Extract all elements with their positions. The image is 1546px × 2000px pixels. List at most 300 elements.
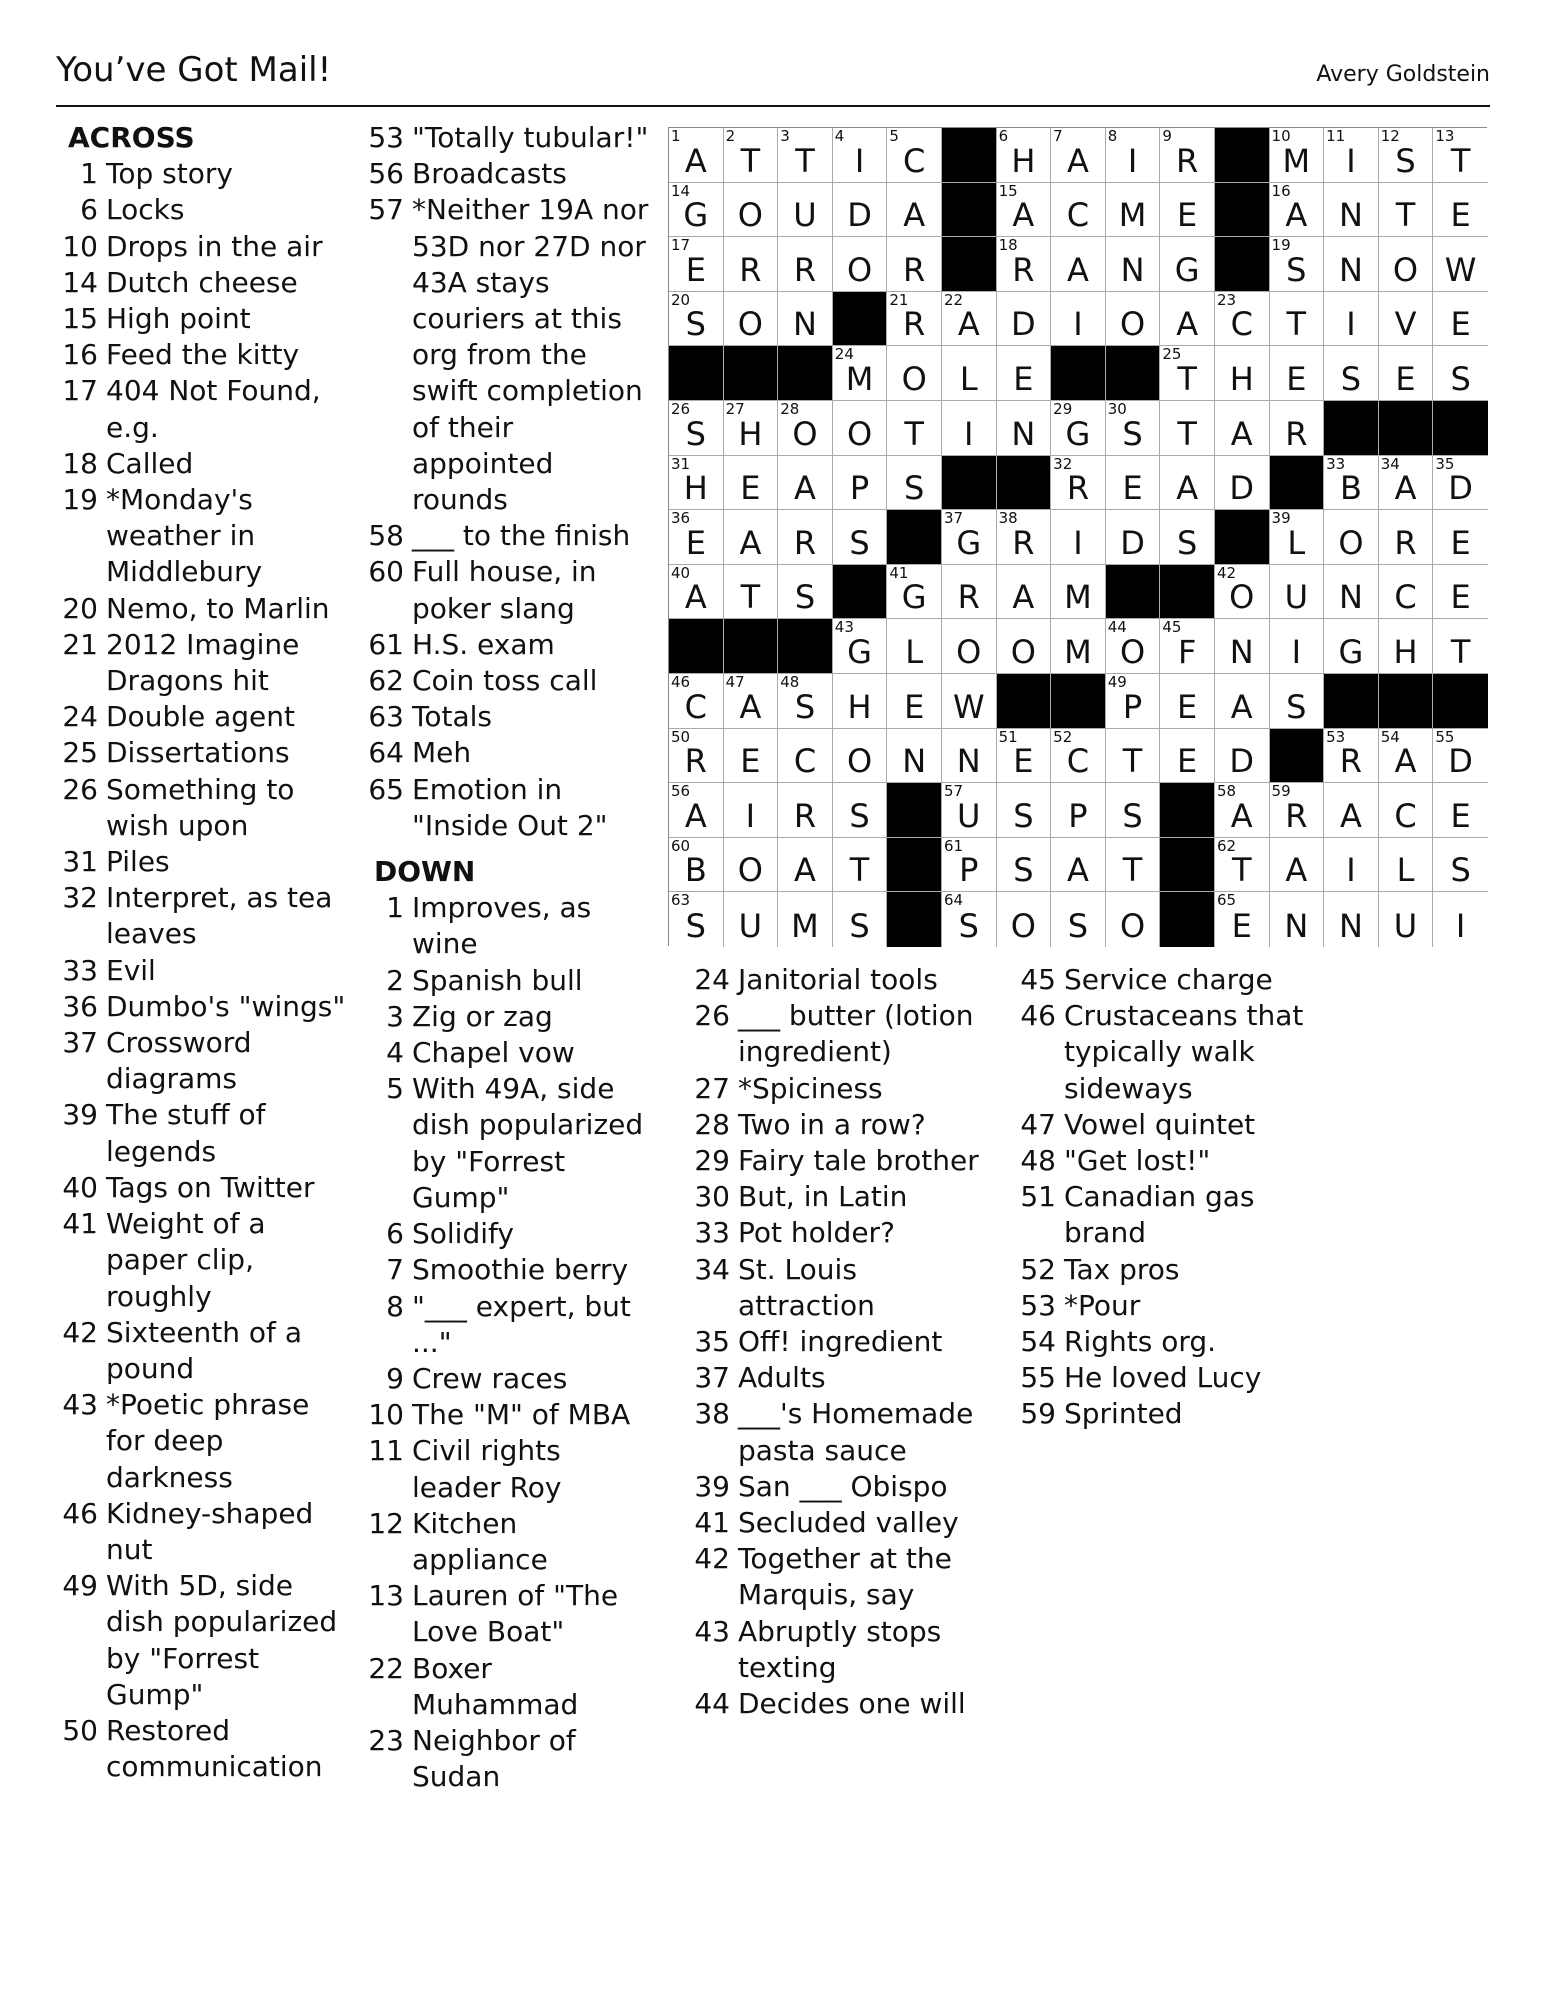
grid-cell[interactable] [1433, 729, 1488, 784]
clue-item[interactable] [56, 482, 346, 591]
grid-cell[interactable] [1215, 892, 1270, 947]
grid-cell[interactable] [1160, 292, 1215, 347]
grid-cell[interactable] [942, 565, 997, 620]
clue-item[interactable] [688, 1252, 988, 1324]
grid-cell[interactable] [833, 838, 888, 893]
clue-item[interactable] [688, 1541, 988, 1613]
grid-cell[interactable] [1106, 729, 1161, 784]
grid-cell[interactable] [833, 346, 888, 401]
cell-letter: A [1067, 250, 1089, 289]
clue-item[interactable] [56, 1713, 346, 1785]
clue-item[interactable] [1014, 1107, 1314, 1143]
grid-cell[interactable] [669, 510, 724, 565]
clue-item[interactable] [56, 1170, 346, 1206]
grid-cell[interactable] [669, 183, 724, 238]
grid-cell[interactable] [1433, 128, 1488, 183]
grid-cell[interactable] [1270, 510, 1325, 565]
grid-cell[interactable] [1160, 619, 1215, 674]
grid-cell[interactable] [724, 292, 779, 347]
clue-item[interactable] [688, 1469, 988, 1505]
grid-cell[interactable] [1433, 783, 1488, 838]
grid-cell[interactable] [1270, 183, 1325, 238]
cell-letter: O [1119, 906, 1146, 945]
grid-cell[interactable] [997, 729, 1052, 784]
grid-cell[interactable] [887, 292, 942, 347]
grid-cell[interactable] [1160, 674, 1215, 729]
grid-cell[interactable] [778, 401, 833, 456]
grid-cell[interactable] [1051, 237, 1106, 292]
grid-cell[interactable] [669, 401, 724, 456]
cell-letter: A [1176, 305, 1199, 344]
grid-cell[interactable] [997, 401, 1052, 456]
grid-cell[interactable] [887, 346, 942, 401]
grid-cell[interactable] [1270, 619, 1325, 674]
clue-item[interactable] [362, 1035, 654, 1071]
grid-cell[interactable] [1160, 729, 1215, 784]
grid-cell[interactable] [1379, 292, 1434, 347]
grid-cell[interactable] [778, 183, 833, 238]
grid-cell[interactable] [997, 565, 1052, 620]
grid-cell[interactable] [1379, 619, 1434, 674]
grid-cell[interactable] [1270, 237, 1325, 292]
grid-cell[interactable] [1051, 183, 1106, 238]
grid-cell[interactable] [942, 892, 997, 947]
grid-cell[interactable] [1215, 729, 1270, 784]
grid-cell[interactable] [724, 183, 779, 238]
grid-cell[interactable] [1324, 619, 1379, 674]
grid-cell[interactable] [1215, 292, 1270, 347]
clue-item[interactable] [362, 663, 654, 699]
clue-item[interactable] [688, 1107, 988, 1143]
grid-cell[interactable] [887, 619, 942, 674]
clue-item[interactable] [362, 1216, 654, 1252]
grid-cell[interactable] [997, 237, 1052, 292]
clue-item[interactable] [362, 735, 654, 771]
grid-cell[interactable] [778, 456, 833, 511]
grid-cell[interactable] [1379, 183, 1434, 238]
grid-cell[interactable] [669, 237, 724, 292]
grid-cell[interactable] [724, 456, 779, 511]
grid-cell[interactable] [997, 783, 1052, 838]
clue-item[interactable] [362, 1071, 654, 1216]
grid-cell[interactable] [778, 565, 833, 620]
grid-cell[interactable] [1160, 510, 1215, 565]
grid-cell[interactable] [1106, 456, 1161, 511]
grid-cell[interactable] [1106, 510, 1161, 565]
grid-cell[interactable] [997, 619, 1052, 674]
clue-item[interactable] [688, 1614, 988, 1686]
clue-number: 30 [694, 1180, 730, 1214]
grid-cell[interactable] [1270, 128, 1325, 183]
grid-cell[interactable] [942, 401, 997, 456]
grid-cell[interactable] [1270, 783, 1325, 838]
grid-cell[interactable] [1106, 892, 1161, 947]
grid-cell[interactable] [778, 892, 833, 947]
grid-cell[interactable] [833, 783, 888, 838]
clue-item[interactable] [1014, 1324, 1314, 1360]
cell-number: 32 [1053, 454, 1073, 473]
grid-cell[interactable] [1270, 346, 1325, 401]
grid-cell[interactable] [1106, 128, 1161, 183]
grid-cell[interactable] [1379, 456, 1434, 511]
grid-cell[interactable] [1215, 674, 1270, 729]
clue-item[interactable] [56, 989, 346, 1025]
grid-cell[interactable] [833, 729, 888, 784]
grid-cell[interactable] [1215, 838, 1270, 893]
grid-cell[interactable] [724, 128, 779, 183]
grid-cell[interactable] [1270, 892, 1325, 947]
clue-item[interactable] [56, 591, 346, 627]
black-square [833, 565, 888, 620]
grid-cell[interactable] [778, 237, 833, 292]
clue-item[interactable] [362, 1361, 654, 1397]
cell-letter: O [1392, 250, 1419, 289]
clue-item[interactable] [56, 1097, 346, 1169]
black-square [669, 619, 724, 674]
grid-cell[interactable] [887, 237, 942, 292]
clue-item[interactable] [56, 373, 346, 445]
grid-cell[interactable] [1379, 838, 1434, 893]
clue-item[interactable] [688, 1396, 988, 1468]
cell-letter: A [1230, 687, 1253, 726]
clue-number: 9 [386, 1361, 404, 1395]
grid-cell[interactable] [1051, 510, 1106, 565]
clue-item[interactable] [1014, 1252, 1314, 1288]
clue-item[interactable] [688, 1505, 988, 1541]
grid-cell[interactable] [669, 892, 724, 947]
clue-number: 2 [386, 963, 404, 997]
clue-item[interactable] [362, 1506, 654, 1578]
clue-item[interactable] [362, 1289, 654, 1361]
grid-cell[interactable] [887, 456, 942, 511]
grid-cell[interactable] [1160, 346, 1215, 401]
clue-item[interactable] [1014, 1288, 1314, 1324]
grid-cell[interactable] [1324, 783, 1379, 838]
grid-cell[interactable] [1324, 346, 1379, 401]
grid-cell[interactable] [1215, 401, 1270, 456]
grid-cell[interactable] [1106, 183, 1161, 238]
clue-item[interactable] [56, 880, 346, 952]
grid-cell[interactable] [1324, 729, 1379, 784]
clue-item[interactable] [688, 1143, 988, 1179]
clue-item[interactable] [362, 192, 654, 518]
cell-letter: A [1339, 796, 1362, 835]
grid-cell[interactable] [1215, 783, 1270, 838]
clue-item[interactable] [362, 699, 654, 735]
clue-item[interactable] [688, 1324, 988, 1360]
clue-item[interactable] [56, 1025, 346, 1097]
grid-cell[interactable] [1379, 128, 1434, 183]
grid-cell[interactable] [833, 510, 888, 565]
grid-cell[interactable] [1106, 237, 1161, 292]
grid-cell[interactable] [833, 183, 888, 238]
grid-cell[interactable] [833, 619, 888, 674]
grid-cell[interactable] [887, 183, 942, 238]
grid-cell[interactable] [1160, 456, 1215, 511]
grid-cell[interactable] [1270, 565, 1325, 620]
clue-item[interactable] [56, 1568, 346, 1713]
grid-cell[interactable] [1160, 183, 1215, 238]
grid-cell[interactable] [1051, 729, 1106, 784]
clue-item[interactable] [56, 265, 346, 301]
grid-cell[interactable] [778, 128, 833, 183]
clue-text: 2012 Imagine Dragons hit [106, 627, 300, 698]
grid-cell[interactable] [1051, 619, 1106, 674]
grid-cell[interactable] [1433, 565, 1488, 620]
clue-item[interactable] [362, 1723, 654, 1795]
grid-cell[interactable] [1433, 292, 1488, 347]
grid-cell[interactable] [833, 401, 888, 456]
grid-cell[interactable] [1379, 729, 1434, 784]
cell-letter: I [1346, 305, 1356, 344]
clue-number: 46 [62, 1496, 98, 1530]
clue-item[interactable] [688, 1215, 988, 1251]
clue-item[interactable] [1014, 1396, 1314, 1432]
grid-cell[interactable] [942, 783, 997, 838]
clue-item[interactable] [362, 772, 654, 844]
grid-cell[interactable] [997, 510, 1052, 565]
clue-item[interactable] [56, 156, 346, 192]
grid-cell[interactable] [778, 729, 833, 784]
cell-letter: A [1285, 851, 1308, 890]
grid-cell[interactable] [669, 565, 724, 620]
grid-cell[interactable] [1379, 892, 1434, 947]
black-square [1379, 674, 1434, 729]
clue-item[interactable] [56, 699, 346, 735]
grid-cell[interactable] [833, 237, 888, 292]
grid-cell[interactable] [1215, 346, 1270, 401]
cell-number: 31 [671, 454, 691, 473]
grid-cell[interactable] [1379, 783, 1434, 838]
grid-cell[interactable] [1270, 674, 1325, 729]
grid-cell[interactable] [778, 783, 833, 838]
grid-cell[interactable] [1106, 401, 1161, 456]
grid-cell[interactable] [997, 128, 1052, 183]
grid-cell[interactable] [1324, 292, 1379, 347]
grid-cell[interactable] [669, 456, 724, 511]
clue-item[interactable] [362, 518, 654, 554]
clue-item[interactable] [56, 953, 346, 989]
grid-cell[interactable] [724, 237, 779, 292]
grid-cell[interactable] [887, 729, 942, 784]
grid-cell[interactable] [1324, 510, 1379, 565]
grid-cell[interactable] [724, 510, 779, 565]
grid-cell[interactable] [1433, 510, 1488, 565]
grid-cell[interactable] [833, 128, 888, 183]
grid-cell[interactable] [942, 838, 997, 893]
grid-cell[interactable] [833, 892, 888, 947]
grid-cell[interactable] [1433, 183, 1488, 238]
grid-cell[interactable] [724, 783, 779, 838]
grid-cell[interactable] [669, 674, 724, 729]
clue-item[interactable] [688, 962, 988, 998]
cell-letter: M [1282, 141, 1311, 180]
clue-item[interactable] [56, 1496, 346, 1568]
clue-item[interactable] [56, 192, 346, 228]
grid-cell[interactable] [887, 401, 942, 456]
cell-letter: A [684, 796, 707, 835]
grid-cell[interactable] [778, 838, 833, 893]
clue-item[interactable] [362, 963, 654, 999]
grid-cell[interactable] [1270, 401, 1325, 456]
grid-cell[interactable] [778, 510, 833, 565]
clue-item[interactable] [362, 554, 654, 626]
grid-cell[interactable] [1324, 456, 1379, 511]
grid-cell[interactable] [778, 674, 833, 729]
grid-cell[interactable] [887, 674, 942, 729]
grid-cell[interactable] [1051, 892, 1106, 947]
clue-item[interactable] [1014, 1179, 1314, 1251]
grid-cell[interactable] [997, 346, 1052, 401]
cell-number: 43 [834, 618, 854, 637]
cell-letter: E [1450, 305, 1471, 344]
grid-cell[interactable] [1270, 292, 1325, 347]
grid-cell[interactable] [942, 346, 997, 401]
grid-cell[interactable] [1051, 128, 1106, 183]
clue-text: Feed the kitty [106, 338, 300, 372]
grid-cell[interactable] [1215, 456, 1270, 511]
cell-letter: U [738, 906, 763, 945]
grid-cell[interactable] [1433, 346, 1488, 401]
grid-cell[interactable] [1051, 292, 1106, 347]
grid-cell[interactable] [1051, 456, 1106, 511]
grid-cell[interactable] [1215, 565, 1270, 620]
clue-item[interactable] [362, 1252, 654, 1288]
clue-item[interactable] [362, 1651, 654, 1723]
clue-item[interactable] [688, 1071, 988, 1107]
grid-cell[interactable] [1433, 838, 1488, 893]
grid-cell[interactable] [1433, 456, 1488, 511]
clue-text: Full house, in poker slang [412, 555, 597, 625]
grid-cell[interactable] [1215, 619, 1270, 674]
clue-item[interactable] [688, 1179, 988, 1215]
cell-number: 1 [671, 127, 681, 145]
grid-cell[interactable] [724, 838, 779, 893]
grid-cell[interactable] [1433, 619, 1488, 674]
grid-cell[interactable] [1324, 565, 1379, 620]
grid-cell[interactable] [724, 565, 779, 620]
grid-cell[interactable] [1324, 128, 1379, 183]
clue-item[interactable] [362, 627, 654, 663]
clue-item[interactable] [56, 229, 346, 265]
grid-cell[interactable] [669, 729, 724, 784]
grid-cell[interactable] [1051, 783, 1106, 838]
clue-item[interactable] [56, 772, 346, 844]
grid-cell[interactable] [1106, 783, 1161, 838]
grid-cell[interactable] [997, 838, 1052, 893]
grid-cell[interactable] [724, 892, 779, 947]
grid-cell[interactable] [833, 674, 888, 729]
clue-item[interactable] [688, 998, 988, 1070]
clue-item[interactable] [362, 890, 654, 962]
clue-item[interactable] [362, 1397, 654, 1433]
grid-cell[interactable] [1433, 892, 1488, 947]
grid-cell[interactable] [1106, 674, 1161, 729]
clue-item[interactable] [362, 1578, 654, 1650]
cell-letter: N [1120, 250, 1145, 289]
grid-cell[interactable] [887, 565, 942, 620]
clue-item[interactable] [688, 1360, 988, 1396]
clue-item[interactable] [362, 1433, 654, 1505]
clue-item[interactable] [1014, 1143, 1314, 1179]
clue-item[interactable] [688, 1686, 988, 1722]
clue-item[interactable] [362, 999, 654, 1035]
clue-item[interactable] [1014, 962, 1314, 998]
clue-text: Piles [106, 845, 170, 879]
grid-cell[interactable] [669, 292, 724, 347]
grid-cell[interactable] [942, 729, 997, 784]
grid-cell[interactable] [1160, 128, 1215, 183]
grid-cell[interactable] [997, 183, 1052, 238]
grid-cell[interactable] [1324, 237, 1379, 292]
grid-cell[interactable] [887, 128, 942, 183]
grid-cell[interactable] [1106, 838, 1161, 893]
cell-letter: H [738, 414, 763, 453]
grid-cell[interactable] [942, 510, 997, 565]
grid-cell[interactable] [942, 292, 997, 347]
grid-cell[interactable] [669, 128, 724, 183]
grid-cell[interactable] [1106, 292, 1161, 347]
grid-cell[interactable] [1379, 237, 1434, 292]
clue-text: Crossword diagrams [106, 1026, 252, 1096]
grid-cell[interactable] [1051, 401, 1106, 456]
grid-cell[interactable] [724, 674, 779, 729]
grid-cell[interactable] [1051, 565, 1106, 620]
clue-item[interactable] [56, 1206, 346, 1315]
grid-cell[interactable] [997, 892, 1052, 947]
grid-cell[interactable] [833, 456, 888, 511]
grid-cell[interactable] [942, 674, 997, 729]
grid-cell[interactable] [1270, 838, 1325, 893]
grid-cell[interactable] [1379, 510, 1434, 565]
grid-cell[interactable] [997, 292, 1052, 347]
grid-cell[interactable] [1106, 619, 1161, 674]
grid-cell[interactable] [669, 783, 724, 838]
clue-item[interactable] [56, 627, 346, 699]
black-square [724, 619, 779, 674]
clue-item[interactable] [1014, 998, 1314, 1107]
clue-item[interactable] [1014, 1360, 1314, 1396]
grid-cell[interactable] [778, 292, 833, 347]
clue-item[interactable] [56, 1315, 346, 1387]
clue-item[interactable] [56, 446, 346, 482]
clue-item[interactable] [56, 844, 346, 880]
grid-cell[interactable] [1160, 237, 1215, 292]
clue-item[interactable] [56, 735, 346, 771]
grid-cell[interactable] [1379, 346, 1434, 401]
grid-cell[interactable] [1433, 237, 1488, 292]
clue-text: H.S. exam [412, 627, 555, 661]
grid-cell[interactable] [1324, 838, 1379, 893]
clue-item[interactable] [362, 120, 654, 156]
cell-letter: T [1122, 742, 1143, 781]
grid-cell[interactable] [724, 401, 779, 456]
grid-cell[interactable] [669, 838, 724, 893]
cell-letter: R [1394, 523, 1417, 562]
clue-item[interactable] [362, 156, 654, 192]
crossword-grid[interactable] [668, 127, 1487, 946]
clue-item[interactable] [56, 1387, 346, 1496]
clue-item[interactable] [56, 301, 346, 337]
grid-cell[interactable] [1324, 892, 1379, 947]
clue-item[interactable] [56, 337, 346, 373]
grid-cell[interactable] [1160, 401, 1215, 456]
grid-cell[interactable] [942, 619, 997, 674]
grid-cell[interactable] [1324, 183, 1379, 238]
grid-cell[interactable] [1051, 838, 1106, 893]
grid-cell[interactable] [724, 729, 779, 784]
grid-cell[interactable] [1379, 565, 1434, 620]
